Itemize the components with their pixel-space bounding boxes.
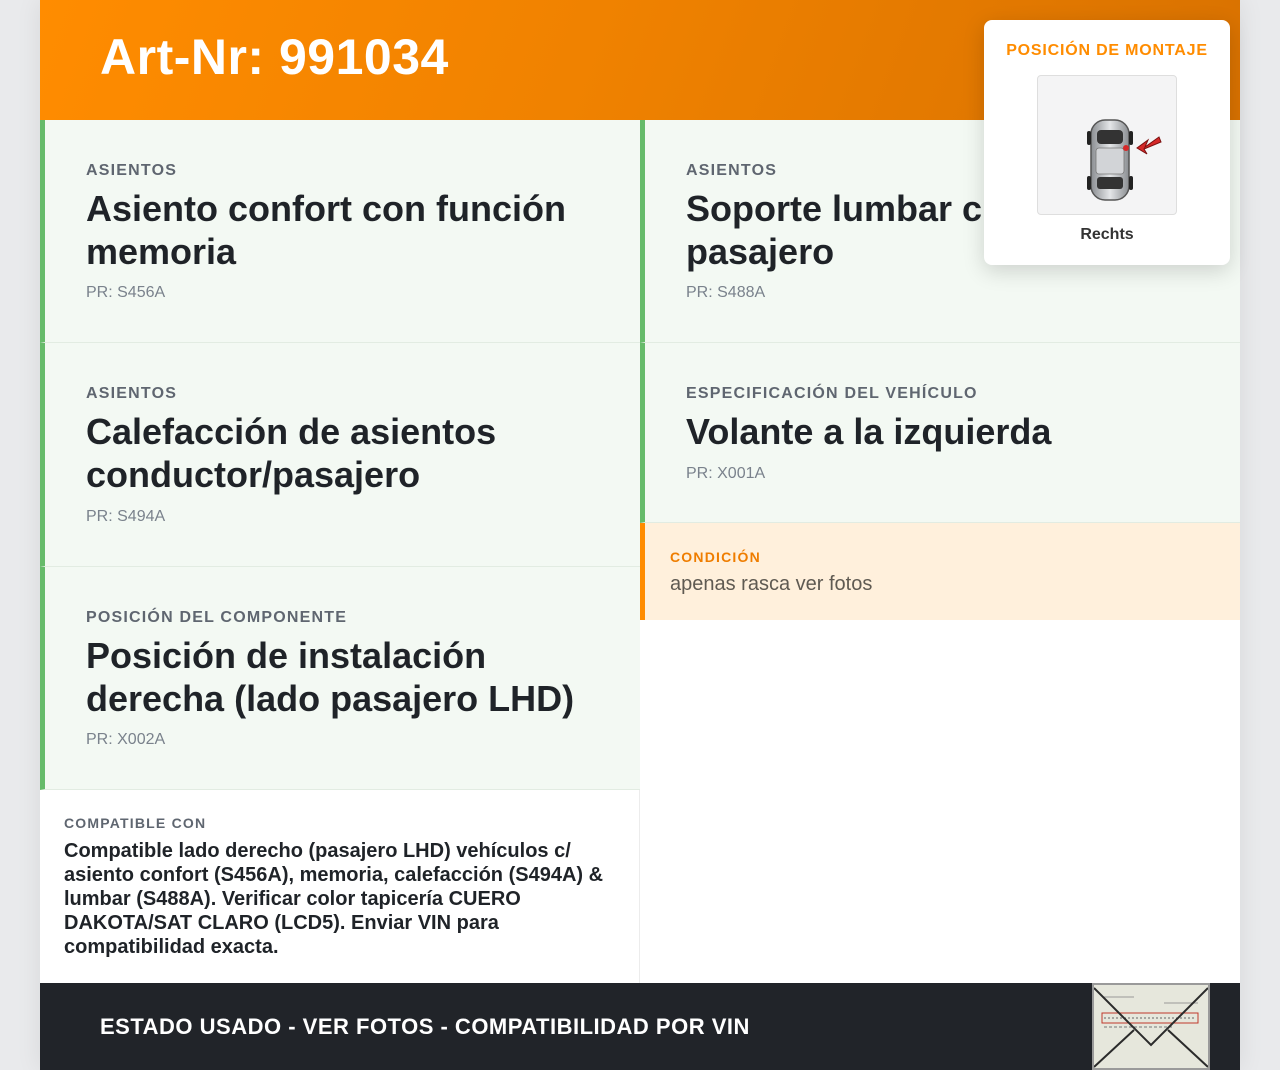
condition-box: [640, 523, 1240, 620]
feature-pr-code: PR: S456A: [86, 284, 166, 301]
feature-category: ASIENTOS: [686, 162, 778, 179]
feature-title: Asiento confort con función memoria: [86, 188, 566, 272]
feature-category: ASIENTOS: [86, 162, 178, 179]
feature-category: POSICIÓN DEL COMPONENTE: [86, 609, 348, 626]
mount-position-caption: Rechts: [1080, 226, 1134, 243]
feature-title: Volante a la izquierda: [686, 411, 1052, 452]
feature-card: [640, 343, 1240, 523]
mount-position-label: POSICIÓN DE MONTAJE: [1006, 42, 1208, 59]
feature-card: [40, 120, 640, 343]
arrow-pointer-icon: [1135, 134, 1163, 158]
feature-category: ESPECIFICACIÓN DEL VEHÍCULO: [686, 385, 978, 402]
feature-pr-code: PR: X002A: [86, 731, 166, 748]
feature-title: Calefacción de asientos conductor/pasajero: [86, 411, 497, 495]
feature-title: Posición de instalación derecha (lado pasajero LHD): [86, 635, 575, 719]
compatibility-section: [40, 790, 640, 983]
label-photo: [1092, 983, 1210, 1070]
feature-card: [40, 343, 640, 567]
article-number-title: Art-Nr: 991034: [100, 29, 449, 85]
compatibility-text: Compatible lado derecho (pasajero LHD) vehículos c/ asiento confort (S456A), memoria, calefacción (S494A) & lumbar (S488A). Verificar color tapicería CUERO DAKOTA/SAT CLARO (LCD5). Enviar VIN para compatibilidad exacta.: [64, 840, 604, 958]
footer-text: ESTADO USADO - VER FOTOS - COMPATIBILIDAD POR VIN: [100, 1014, 750, 1039]
feature-category: ASIENTOS: [86, 385, 178, 402]
label-photo-icon: [1094, 985, 1208, 1068]
feature-card: [40, 567, 640, 790]
feature-pr-code: PR: S488A: [686, 284, 766, 301]
condition-text: apenas rasca ver fotos: [670, 573, 873, 595]
feature-pr-code: PR: S494A: [86, 508, 166, 525]
mount-position-image: [1037, 75, 1177, 215]
feature-pr-code: PR: X001A: [686, 465, 766, 482]
footer-bar: [40, 983, 1240, 1070]
feature-title: Soporte lumbar c pasajero: [686, 188, 983, 272]
condition-label: CONDICIÓN: [670, 549, 761, 565]
mount-position-card: [984, 20, 1230, 265]
compatibility-label: COMPATIBLE CON: [64, 815, 207, 831]
